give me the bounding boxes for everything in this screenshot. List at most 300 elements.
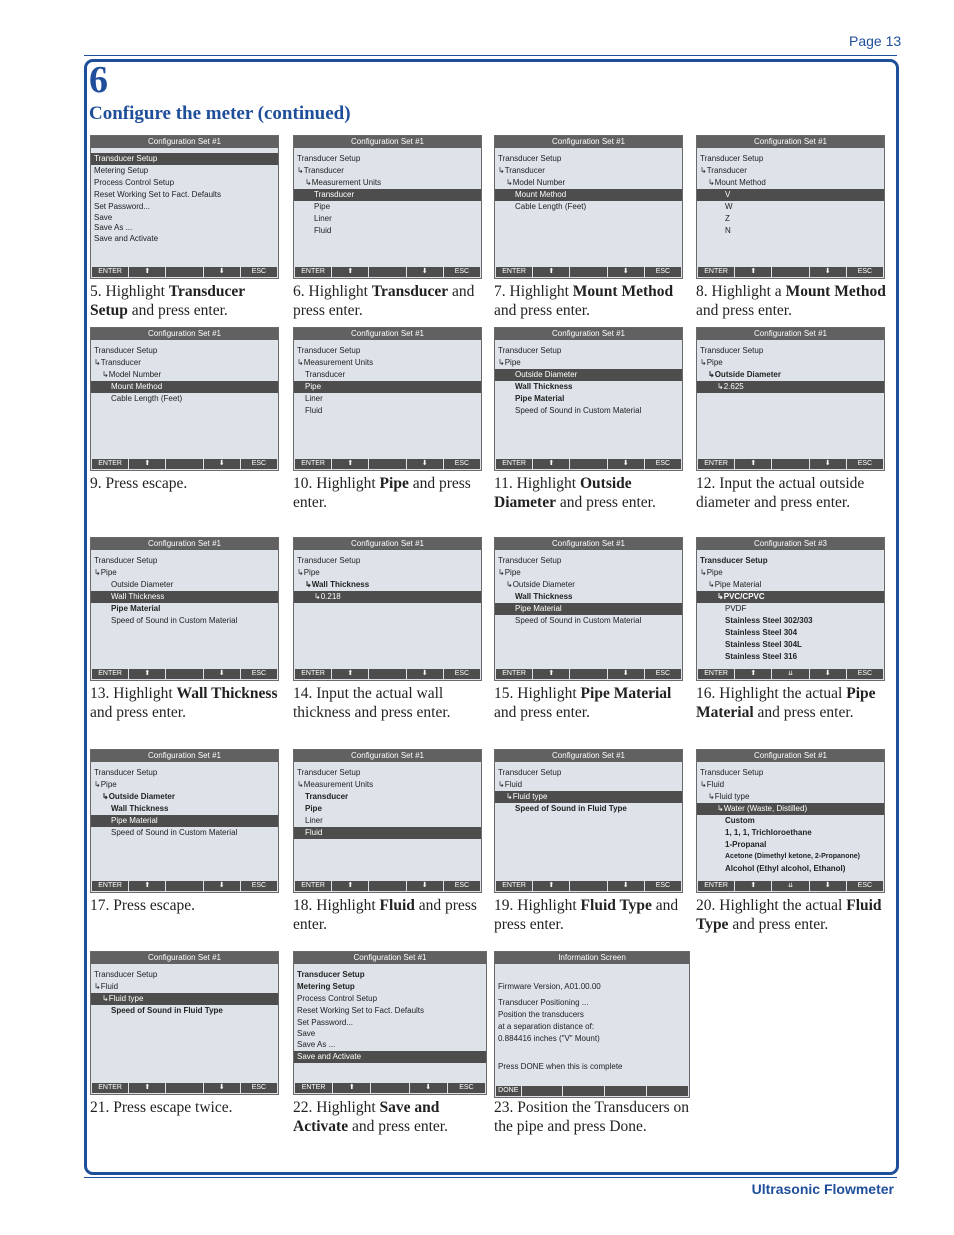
screen-title: Configuration Set #1 bbox=[697, 750, 884, 762]
softkey-blank[interactable] bbox=[647, 1086, 688, 1096]
up-arrow-icon[interactable]: ⬆ bbox=[129, 669, 165, 679]
menu-item[interactable]: Transducer Setup bbox=[297, 768, 361, 777]
menu-item-selected[interactable]: Pipe bbox=[294, 381, 481, 393]
menu-item-selected[interactable]: Fluid bbox=[294, 827, 481, 839]
step-caption: 21. Press escape twice. bbox=[90, 1099, 233, 1116]
menu-item[interactable]: Cable Length (Feet) bbox=[111, 394, 183, 403]
menu-item[interactable]: Speed of Sound in Custom Material bbox=[111, 616, 238, 625]
menu-item-selected[interactable]: V bbox=[697, 189, 884, 201]
menu-item[interactable]: Transducer Setup bbox=[498, 556, 562, 565]
screen-title: Configuration Set #1 bbox=[294, 328, 481, 340]
step-caption: 19. Highlight Fluid Type and press enter. bbox=[494, 897, 679, 933]
menu-item[interactable]: Save bbox=[297, 1029, 316, 1038]
menu-item[interactable]: Set Password... bbox=[94, 202, 151, 211]
screen-menu bbox=[294, 762, 481, 839]
screen-menu bbox=[91, 340, 278, 405]
menu-item[interactable]: Transducer Setup bbox=[297, 154, 361, 163]
enter-softkey[interactable]: ENTER bbox=[92, 1083, 128, 1093]
top-rule bbox=[84, 55, 897, 56]
down-arrow-icon[interactable]: ⬇ bbox=[204, 669, 240, 679]
menu-item[interactable]: Transducer Setup bbox=[94, 556, 158, 565]
up-arrow-icon[interactable]: ⬆ bbox=[129, 267, 165, 277]
menu-item[interactable]: ↳Fluid bbox=[498, 780, 523, 789]
esc-softkey[interactable]: ESC bbox=[448, 1083, 485, 1093]
softkey-blank[interactable] bbox=[772, 459, 808, 469]
screen-menu bbox=[91, 148, 278, 245]
softkey-blank[interactable] bbox=[772, 267, 808, 277]
screen-title: Information Screen bbox=[495, 952, 689, 964]
screen-title: Configuration Set #1 bbox=[495, 750, 682, 762]
enter-softkey[interactable]: ENTER bbox=[92, 881, 128, 891]
menu-item-selected[interactable]: ↳Fluid type bbox=[495, 791, 682, 803]
menu-item-selected[interactable]: Mount Method bbox=[91, 381, 278, 393]
menu-item[interactable]: ↳Pipe bbox=[700, 568, 723, 577]
up-arrow-icon[interactable]: ⬆ bbox=[332, 267, 368, 277]
menu-item[interactable]: Transducer Setup bbox=[498, 768, 562, 777]
softkey-blank[interactable] bbox=[522, 1086, 563, 1096]
softkey-blank[interactable] bbox=[570, 267, 606, 277]
menu-item[interactable]: ↳Wall Thickness bbox=[305, 580, 370, 589]
softkey-bar bbox=[92, 1083, 277, 1093]
screen-title: Configuration Set #1 bbox=[495, 136, 682, 148]
screen-menu bbox=[697, 148, 884, 237]
down-arrow-icon[interactable]: ⬇ bbox=[608, 881, 644, 891]
menu-item[interactable]: Reset Working Set to Fact. Defaults bbox=[94, 190, 222, 199]
menu-item-selected[interactable]: ↳0.218 bbox=[294, 591, 481, 603]
down-arrow-icon[interactable]: ⬇ bbox=[608, 267, 644, 277]
softkey-blank[interactable] bbox=[166, 669, 202, 679]
menu-item-selected[interactable]: Mount Method bbox=[495, 189, 682, 201]
menu-item[interactable]: ↳Model Number bbox=[506, 178, 566, 187]
esc-softkey[interactable]: ESC bbox=[645, 459, 681, 469]
menu-item[interactable]: ↳Transducer bbox=[297, 166, 344, 175]
down-arrow-icon[interactable]: ⬇ bbox=[810, 267, 846, 277]
menu-item[interactable] bbox=[495, 1049, 689, 1061]
menu-item[interactable]: Pipe Material bbox=[515, 394, 565, 403]
menu-item-selected[interactable]: Pipe Material bbox=[495, 603, 682, 615]
down-arrow-icon[interactable]: ⬇ bbox=[608, 669, 644, 679]
screen-title: Configuration Set #1 bbox=[294, 952, 486, 964]
menu-item[interactable] bbox=[495, 969, 689, 981]
step-caption: 10. Highlight Pipe and press enter. bbox=[293, 475, 471, 511]
down-arrow-icon[interactable]: ⬇ bbox=[810, 669, 846, 679]
softkey-blank[interactable] bbox=[369, 459, 405, 469]
config-screen bbox=[293, 327, 482, 471]
menu-item-selected[interactable]: Save and Activate bbox=[294, 1051, 486, 1063]
menu-item[interactable]: ↳Model Number bbox=[102, 370, 162, 379]
softkey-bar bbox=[698, 267, 883, 277]
softkey-blank[interactable] bbox=[570, 881, 606, 891]
menu-item[interactable]: ↳Outside Diameter bbox=[506, 580, 575, 589]
step-caption: 11. Highlight Outside Diameter and press enter. bbox=[494, 475, 656, 511]
menu-item-selected[interactable]: Outside Diameter bbox=[495, 369, 682, 381]
menu-item[interactable]: Stainless Steel 304L bbox=[725, 640, 802, 649]
menu-item[interactable]: ↳Outside Diameter bbox=[708, 370, 781, 379]
step-caption: 17. Press escape. bbox=[90, 897, 196, 914]
menu-item[interactable]: Liner bbox=[305, 394, 323, 403]
menu-item[interactable]: Transducer Positioning ... bbox=[498, 998, 589, 1007]
menu-item[interactable]: Speed of Sound in Fluid Type bbox=[111, 1006, 223, 1015]
enter-softkey[interactable]: ENTER bbox=[496, 459, 532, 469]
config-screen bbox=[293, 749, 482, 893]
menu-item[interactable]: ↳Pipe bbox=[94, 780, 117, 789]
double-down-arrow-icon[interactable]: ⇊ bbox=[772, 881, 808, 891]
softkey-blank[interactable] bbox=[371, 1083, 408, 1093]
up-arrow-icon[interactable]: ⬆ bbox=[533, 669, 569, 679]
screen-title: Configuration Set #1 bbox=[697, 136, 884, 148]
up-arrow-icon[interactable]: ⬆ bbox=[129, 459, 165, 469]
softkey-blank[interactable] bbox=[166, 1083, 202, 1093]
down-arrow-icon[interactable]: ⬇ bbox=[407, 881, 443, 891]
menu-item[interactable]: ↳Pipe bbox=[297, 568, 320, 577]
softkey-blank[interactable] bbox=[166, 267, 202, 277]
page-number: Page 13 bbox=[849, 33, 902, 49]
softkey-bar bbox=[92, 459, 277, 469]
menu-item[interactable]: ↳Transducer bbox=[94, 358, 141, 367]
menu-item[interactable]: ↳Pipe bbox=[498, 358, 521, 367]
menu-item[interactable]: Save and Activate bbox=[94, 234, 159, 243]
menu-item[interactable]: Liner bbox=[314, 214, 332, 223]
enter-softkey[interactable]: ENTER bbox=[698, 669, 734, 679]
softkey-bar bbox=[496, 267, 681, 277]
menu-item[interactable]: Save bbox=[94, 213, 113, 222]
esc-softkey[interactable]: ESC bbox=[847, 267, 883, 277]
softkey-bar bbox=[698, 881, 883, 891]
menu-item-selected[interactable]: Pipe Material bbox=[91, 815, 278, 827]
up-arrow-icon[interactable]: ⬆ bbox=[332, 669, 368, 679]
menu-item[interactable]: Liner bbox=[305, 816, 323, 825]
esc-softkey[interactable]: ESC bbox=[645, 669, 681, 679]
screen-title: Configuration Set #1 bbox=[495, 328, 682, 340]
softkey-bar bbox=[698, 459, 883, 469]
config-screen bbox=[696, 749, 885, 893]
softkey-blank[interactable] bbox=[369, 669, 405, 679]
step-caption: 12. Input the actual outside diameter and press enter. bbox=[696, 475, 865, 511]
up-arrow-icon[interactable]: ⬆ bbox=[735, 669, 771, 679]
menu-item[interactable]: Fluid bbox=[305, 406, 323, 415]
section-title: Configure the meter (continued) bbox=[89, 103, 351, 124]
menu-item[interactable]: ↳Pipe Material bbox=[708, 580, 762, 589]
screen-title: Configuration Set #1 bbox=[91, 136, 278, 148]
softkey-blank[interactable] bbox=[166, 881, 202, 891]
enter-softkey[interactable]: ENTER bbox=[698, 267, 734, 277]
esc-softkey[interactable]: ESC bbox=[241, 267, 277, 277]
esc-softkey[interactable]: ESC bbox=[847, 459, 883, 469]
screen-menu bbox=[495, 550, 682, 627]
esc-softkey[interactable]: ESC bbox=[444, 881, 480, 891]
screen-menu bbox=[91, 964, 278, 1017]
menu-item[interactable]: Alcohol (Ethyl alcohol, Ethanol) bbox=[725, 864, 846, 873]
menu-item[interactable]: Outside Diameter bbox=[111, 580, 174, 589]
menu-item-selected[interactable]: ↳Fluid type bbox=[91, 993, 278, 1005]
config-screen bbox=[494, 749, 683, 893]
menu-item[interactable]: Custom bbox=[725, 816, 755, 825]
down-arrow-icon[interactable]: ⬇ bbox=[410, 1083, 447, 1093]
screen-menu bbox=[495, 340, 682, 417]
menu-item[interactable]: ↳Fluid bbox=[94, 982, 119, 991]
enter-softkey[interactable]: ENTER bbox=[295, 267, 331, 277]
menu-item[interactable]: Reset Working Set to Fact. Defaults bbox=[297, 1006, 425, 1015]
config-screen bbox=[696, 537, 885, 681]
down-arrow-icon[interactable]: ⬇ bbox=[204, 267, 240, 277]
menu-item[interactable]: Cable Length (Feet) bbox=[515, 202, 587, 211]
menu-item-selected[interactable]: Transducer bbox=[294, 189, 481, 201]
menu-item[interactable]: Speed of Sound in Fluid Type bbox=[515, 804, 627, 813]
config-screen bbox=[494, 951, 690, 1098]
screen-menu bbox=[495, 964, 689, 1073]
menu-item[interactable]: Metering Setup bbox=[297, 982, 355, 991]
enter-softkey[interactable]: ENTER bbox=[92, 459, 128, 469]
step-caption: 5. Highlight Transducer Setup and press enter. bbox=[90, 283, 245, 319]
enter-softkey[interactable]: ENTER bbox=[295, 881, 331, 891]
softkey-bar bbox=[496, 1086, 688, 1096]
config-screen bbox=[90, 951, 279, 1095]
menu-item[interactable]: Save As ... bbox=[94, 223, 133, 232]
menu-item[interactable]: ↳Measurement Units bbox=[297, 358, 374, 367]
down-arrow-icon[interactable]: ⬇ bbox=[608, 459, 644, 469]
menu-item[interactable]: Stainless Steel 302/303 bbox=[725, 616, 813, 625]
config-screen bbox=[293, 537, 482, 681]
down-arrow-icon[interactable]: ⬇ bbox=[810, 881, 846, 891]
up-arrow-icon[interactable]: ⬆ bbox=[332, 459, 368, 469]
screen-menu bbox=[495, 148, 682, 213]
softkey-blank[interactable] bbox=[605, 1086, 646, 1096]
config-screen bbox=[293, 135, 482, 279]
config-screen bbox=[494, 327, 683, 471]
menu-item[interactable]: Z bbox=[725, 214, 730, 223]
menu-item[interactable]: ↳Fluid type bbox=[708, 792, 750, 801]
screen-title: Configuration Set #1 bbox=[91, 328, 278, 340]
softkey-bar bbox=[496, 669, 681, 679]
config-screen bbox=[696, 327, 885, 471]
up-arrow-icon[interactable]: ⬆ bbox=[533, 459, 569, 469]
enter-softkey[interactable]: ENTER bbox=[496, 669, 532, 679]
softkey-bar bbox=[295, 1083, 485, 1093]
menu-item[interactable]: Save As ... bbox=[297, 1040, 336, 1049]
screen-menu bbox=[91, 550, 278, 627]
enter-softkey[interactable]: ENTER bbox=[295, 669, 331, 679]
menu-item[interactable]: ↳Measurement Units bbox=[297, 780, 374, 789]
menu-item[interactable]: Transducer Setup bbox=[498, 154, 562, 163]
down-arrow-icon[interactable]: ⬇ bbox=[204, 1083, 240, 1093]
menu-item[interactable]: Transducer Setup bbox=[700, 154, 764, 163]
double-down-arrow-icon[interactable]: ⇊ bbox=[772, 669, 808, 679]
up-arrow-icon[interactable]: ⬆ bbox=[735, 881, 771, 891]
screen-title: Configuration Set #1 bbox=[697, 328, 884, 340]
menu-item[interactable]: Stainless Steel 304 bbox=[725, 628, 798, 637]
step-caption: 20. Highlight the actual Fluid Type and press enter. bbox=[696, 897, 882, 933]
up-arrow-icon[interactable]: ⬆ bbox=[129, 1083, 165, 1093]
menu-item[interactable]: Pipe Material bbox=[111, 604, 161, 613]
screen-menu bbox=[697, 550, 884, 663]
esc-softkey[interactable]: ESC bbox=[444, 267, 480, 277]
up-arrow-icon[interactable]: ⬆ bbox=[533, 267, 569, 277]
esc-softkey[interactable]: ESC bbox=[241, 1083, 277, 1093]
menu-item[interactable]: Set Password... bbox=[297, 1018, 354, 1027]
menu-item[interactable]: Fluid bbox=[314, 226, 332, 235]
esc-softkey[interactable]: ESC bbox=[645, 881, 681, 891]
menu-item[interactable]: Speed of Sound in Custom Material bbox=[111, 828, 238, 837]
menu-item[interactable]: Metering Setup bbox=[94, 166, 149, 175]
footer-title: Ultrasonic Flowmeter bbox=[751, 1181, 894, 1197]
menu-item-selected[interactable]: ↳Water (Waste, Distilled) bbox=[697, 803, 884, 815]
screen-title: Configuration Set #1 bbox=[495, 538, 682, 550]
menu-item-selected[interactable]: Transducer Setup bbox=[91, 153, 278, 165]
softkey-blank[interactable] bbox=[369, 267, 405, 277]
screen-menu bbox=[91, 762, 278, 839]
up-arrow-icon[interactable]: ⬆ bbox=[129, 881, 165, 891]
step-caption: 13. Highlight Wall Thickness and press enter. bbox=[90, 685, 278, 721]
config-screen bbox=[90, 749, 279, 893]
menu-item[interactable]: Acetone (Dimethyl ketone, 2-Propanone) bbox=[725, 853, 860, 860]
menu-item[interactable]: ↳Measurement Units bbox=[305, 178, 382, 187]
softkey-blank[interactable] bbox=[166, 459, 202, 469]
menu-item[interactable]: Firmware Version, A01.00.00 bbox=[498, 982, 601, 991]
screen-menu bbox=[294, 964, 486, 1063]
menu-item[interactable]: ↳Mount Method bbox=[708, 178, 766, 187]
softkey-bar bbox=[92, 881, 277, 891]
step-caption: 9. Press escape. bbox=[90, 475, 188, 492]
step-caption: 14. Input the actual wall thickness and press enter. bbox=[293, 685, 451, 721]
menu-item[interactable]: Transducer bbox=[305, 370, 346, 379]
esc-softkey[interactable]: ESC bbox=[241, 669, 277, 679]
esc-softkey[interactable]: ESC bbox=[444, 669, 480, 679]
softkey-blank[interactable] bbox=[570, 669, 606, 679]
esc-softkey[interactable]: ESC bbox=[847, 669, 883, 679]
step-caption: 8. Highlight a Mount Method and press enter. bbox=[696, 283, 886, 319]
step-caption: 23. Position the Transducers on the pipe and press Done. bbox=[494, 1099, 690, 1135]
menu-item[interactable]: ↳Transducer bbox=[498, 166, 545, 175]
down-arrow-icon[interactable]: ⬇ bbox=[407, 267, 443, 277]
menu-item[interactable]: Stainless Steel 316 bbox=[725, 652, 798, 661]
menu-item[interactable]: Wall Thickness bbox=[111, 804, 169, 813]
menu-item[interactable]: Wall Thickness bbox=[515, 382, 573, 391]
screen-title: Configuration Set #1 bbox=[91, 952, 278, 964]
menu-item[interactable]: Process Control Setup bbox=[297, 994, 378, 1003]
up-arrow-icon[interactable]: ⬆ bbox=[735, 267, 771, 277]
menu-item[interactable]: PVDF bbox=[725, 604, 747, 613]
up-arrow-icon[interactable]: ⬆ bbox=[533, 881, 569, 891]
down-arrow-icon[interactable]: ⬇ bbox=[407, 669, 443, 679]
menu-item-selected[interactable]: ↳PVC/CPVC bbox=[697, 591, 884, 603]
softkey-bar bbox=[295, 881, 480, 891]
menu-item[interactable]: Process Control Setup bbox=[94, 178, 175, 187]
menu-item[interactable]: Transducer Setup bbox=[94, 346, 158, 355]
screen-title: Configuration Set #1 bbox=[294, 750, 481, 762]
esc-softkey[interactable]: ESC bbox=[444, 459, 480, 469]
enter-softkey[interactable]: ENTER bbox=[92, 669, 128, 679]
esc-softkey[interactable]: ESC bbox=[847, 881, 883, 891]
menu-item[interactable]: Transducer Setup bbox=[297, 970, 365, 979]
menu-item-selected[interactable]: Wall Thickness bbox=[91, 591, 278, 603]
down-arrow-icon[interactable]: ⬇ bbox=[810, 459, 846, 469]
enter-softkey[interactable]: ENTER bbox=[92, 267, 128, 277]
enter-softkey[interactable]: ENTER bbox=[295, 1083, 332, 1093]
menu-item[interactable]: 1-Propanal bbox=[725, 840, 767, 849]
down-arrow-icon[interactable]: ⬇ bbox=[204, 459, 240, 469]
menu-item[interactable]: Transducer Setup bbox=[700, 768, 764, 777]
step-caption: 7. Highlight Mount Method and press enter. bbox=[494, 283, 674, 319]
down-arrow-icon[interactable]: ⬇ bbox=[204, 881, 240, 891]
softkey-bar bbox=[295, 459, 480, 469]
softkey-blank[interactable] bbox=[369, 881, 405, 891]
config-screen bbox=[494, 537, 683, 681]
step-caption: 6. Highlight Transducer and press enter. bbox=[293, 283, 475, 319]
up-arrow-icon[interactable]: ⬆ bbox=[333, 1083, 370, 1093]
done-softkey[interactable]: DONE bbox=[496, 1086, 521, 1096]
esc-softkey[interactable]: ESC bbox=[241, 459, 277, 469]
softkey-bar bbox=[295, 669, 480, 679]
menu-item[interactable]: ↳Transducer bbox=[700, 166, 747, 175]
menu-item[interactable]: Speed of Sound in Custom Material bbox=[515, 406, 642, 415]
section-number: 6 bbox=[89, 59, 108, 101]
menu-item[interactable]: Transducer Setup bbox=[700, 346, 764, 355]
menu-item[interactable]: 0.884416 inches ("V" Mount) bbox=[498, 1034, 600, 1043]
softkey-bar bbox=[496, 459, 681, 469]
screen-title: Configuration Set #3 bbox=[697, 538, 884, 550]
softkey-blank[interactable] bbox=[570, 459, 606, 469]
menu-item[interactable]: Transducer bbox=[305, 792, 349, 801]
bottom-rule bbox=[84, 1177, 897, 1178]
menu-item[interactable]: 1, 1, 1, Trichloroethane bbox=[725, 828, 812, 837]
config-screen bbox=[90, 537, 279, 681]
down-arrow-icon[interactable]: ⬇ bbox=[407, 459, 443, 469]
softkey-bar bbox=[92, 669, 277, 679]
menu-item[interactable]: Transducer Setup bbox=[700, 556, 768, 565]
esc-softkey[interactable]: ESC bbox=[645, 267, 681, 277]
step-caption: 15. Highlight Pipe Material and press enter. bbox=[494, 685, 672, 721]
menu-item[interactable]: Transducer Setup bbox=[94, 768, 158, 777]
menu-item-selected[interactable]: ↳2.625 bbox=[697, 381, 884, 393]
screen-menu bbox=[294, 550, 481, 603]
menu-item[interactable]: N bbox=[725, 226, 731, 235]
menu-item[interactable]: ↳Pipe bbox=[700, 358, 723, 367]
menu-item[interactable]: ↳Outside Diameter bbox=[102, 792, 175, 801]
menu-item[interactable]: Transducer Setup bbox=[297, 346, 361, 355]
menu-item[interactable]: Pipe bbox=[305, 804, 322, 813]
menu-item[interactable]: ↳Pipe bbox=[94, 568, 117, 577]
enter-softkey[interactable]: ENTER bbox=[496, 881, 532, 891]
screen-title: Configuration Set #1 bbox=[91, 538, 278, 550]
menu-item[interactable]: Transducer Setup bbox=[94, 970, 158, 979]
esc-softkey[interactable]: ESC bbox=[241, 881, 277, 891]
menu-item[interactable]: ↳Fluid bbox=[700, 780, 725, 789]
enter-softkey[interactable]: ENTER bbox=[496, 267, 532, 277]
menu-item[interactable]: Position the transducers bbox=[498, 1010, 584, 1019]
menu-item[interactable]: Pipe bbox=[314, 202, 331, 211]
screen-menu bbox=[294, 340, 481, 417]
menu-item[interactable]: Wall Thickness bbox=[515, 592, 573, 601]
up-arrow-icon[interactable]: ⬆ bbox=[735, 459, 771, 469]
softkey-blank[interactable] bbox=[563, 1086, 604, 1096]
menu-item[interactable]: W bbox=[725, 202, 733, 211]
menu-item[interactable]: at a separation distance of: bbox=[498, 1022, 595, 1031]
enter-softkey[interactable]: ENTER bbox=[295, 459, 331, 469]
menu-item[interactable]: Transducer Setup bbox=[297, 556, 361, 565]
screen-title: Configuration Set #1 bbox=[294, 136, 481, 148]
screen-menu bbox=[294, 148, 481, 237]
config-screen bbox=[90, 327, 279, 471]
menu-item[interactable]: Transducer Setup bbox=[498, 346, 562, 355]
menu-item[interactable]: ↳Pipe bbox=[498, 568, 521, 577]
menu-item[interactable]: Speed of Sound in Custom Material bbox=[515, 616, 642, 625]
enter-softkey[interactable]: ENTER bbox=[698, 881, 734, 891]
softkey-bar bbox=[698, 669, 883, 679]
enter-softkey[interactable]: ENTER bbox=[698, 459, 734, 469]
up-arrow-icon[interactable]: ⬆ bbox=[332, 881, 368, 891]
step-caption: 22. Highlight Save and Activate and press enter. bbox=[293, 1099, 448, 1135]
menu-item[interactable]: Press DONE when this is complete bbox=[498, 1062, 623, 1071]
